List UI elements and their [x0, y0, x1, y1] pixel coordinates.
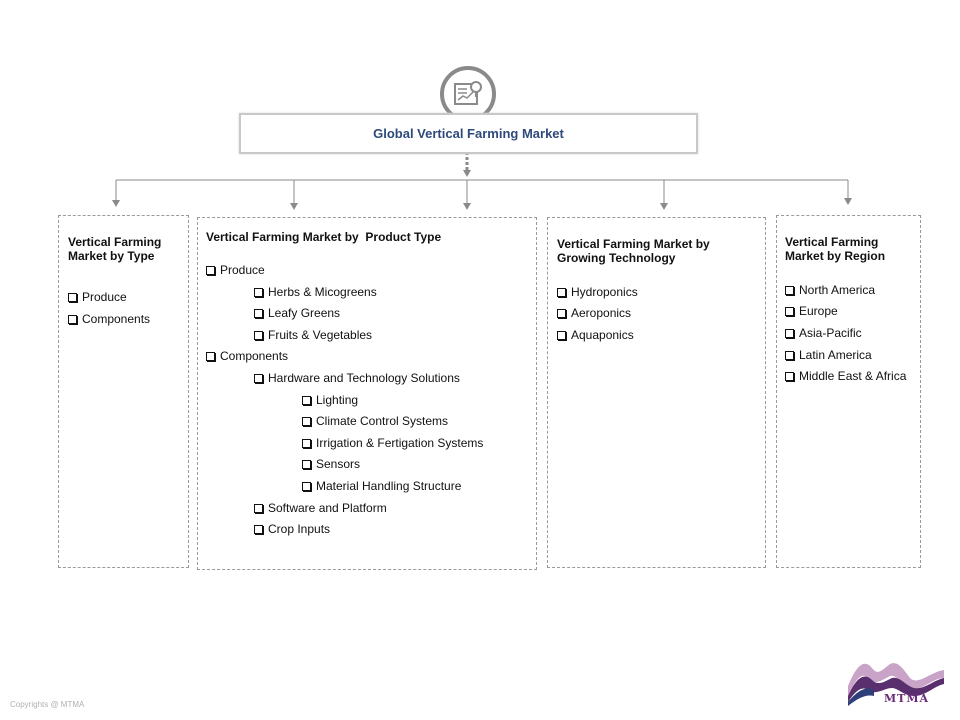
checkbox-bullet-icon: [206, 352, 215, 361]
heading-line: Growing Technology: [557, 251, 676, 265]
list-item: Irrigation & Fertigation Systems: [302, 436, 483, 450]
logo-text: MTMA: [884, 692, 930, 705]
checkbox-bullet-icon: [254, 288, 263, 297]
checkbox-bullet-icon: [254, 331, 263, 340]
checkbox-bullet-icon: [785, 286, 794, 295]
heading-line: Market by Type: [68, 249, 155, 263]
list-item: Fruits & Vegetables: [254, 328, 372, 342]
checkbox-bullet-icon: [557, 309, 566, 318]
checkbox-bullet-icon: [785, 372, 794, 381]
arrow-product-left: [290, 203, 298, 210]
list-item: Components: [206, 349, 288, 363]
list-item: Leafy Greens: [254, 306, 340, 320]
list-item: Herbs & Micogreens: [254, 285, 377, 299]
checkbox-bullet-icon: [785, 351, 794, 360]
list-item: Material Handling Structure: [302, 479, 461, 493]
stem-arrowhead: [463, 170, 471, 177]
arrow-region: [844, 198, 852, 205]
checkbox-bullet-icon: [254, 525, 263, 534]
checkbox-bullet-icon: [557, 331, 566, 340]
list-item: Climate Control Systems: [302, 414, 448, 428]
list-item: Asia-Pacific: [785, 326, 862, 340]
panel-by-region-heading: [785, 235, 885, 263]
panel-by-region: [776, 215, 921, 568]
list-item: Produce: [68, 290, 127, 304]
checkbox-bullet-icon: [302, 417, 311, 426]
checkbox-bullet-icon: [68, 293, 77, 302]
panel-by-type-heading: [68, 235, 161, 263]
heading-line: Vertical Farming: [785, 235, 879, 249]
heading-line: Market by Region: [785, 249, 886, 263]
checkbox-bullet-icon: [557, 288, 566, 297]
diagram-title-text: Global Vertical Farming Market: [373, 126, 564, 141]
heading-line: Vertical Farming Market by: [557, 237, 710, 251]
checkbox-bullet-icon: [302, 482, 311, 491]
heading-line: Vertical Farming: [68, 235, 162, 249]
arrow-technology: [660, 203, 668, 210]
panel-by-technology-heading: [557, 237, 710, 265]
checkbox-bullet-icon: [302, 460, 311, 469]
checkbox-bullet-icon: [785, 329, 794, 338]
list-item: Sensors: [302, 457, 360, 471]
list-item: Aeroponics: [557, 306, 631, 320]
panel-by-type: [58, 215, 189, 568]
checkbox-bullet-icon: [302, 396, 311, 405]
list-item: Produce: [206, 263, 265, 277]
list-item: Hardware and Technology Solutions: [254, 371, 460, 385]
list-item: Crop Inputs: [254, 522, 330, 536]
arrow-product-center: [463, 203, 471, 210]
diagram-title: [239, 113, 698, 154]
list-item: Software and Platform: [254, 501, 387, 515]
checkbox-bullet-icon: [254, 504, 263, 513]
checkbox-bullet-icon: [254, 374, 263, 383]
list-item: Middle East & Africa: [785, 369, 906, 383]
list-item: Hydroponics: [557, 285, 638, 299]
panel-by-growing-technology: [547, 217, 766, 568]
list-item: Aquaponics: [557, 328, 634, 342]
panel-by-product-heading: Vertical Farming Market by Product Type: [206, 230, 442, 244]
list-item: Components: [68, 312, 150, 326]
list-item: Lighting: [302, 393, 358, 407]
checkbox-bullet-icon: [254, 309, 263, 318]
copyright-text: Copyrights @ MTMA: [10, 700, 85, 709]
checkbox-bullet-icon: [68, 315, 77, 324]
checkbox-bullet-icon: [302, 439, 311, 448]
checkbox-bullet-icon: [785, 307, 794, 316]
list-item: Europe: [785, 304, 838, 318]
list-item: North America: [785, 283, 875, 297]
checkbox-bullet-icon: [206, 266, 215, 275]
arrow-type: [112, 200, 120, 207]
list-item: Latin America: [785, 348, 872, 362]
